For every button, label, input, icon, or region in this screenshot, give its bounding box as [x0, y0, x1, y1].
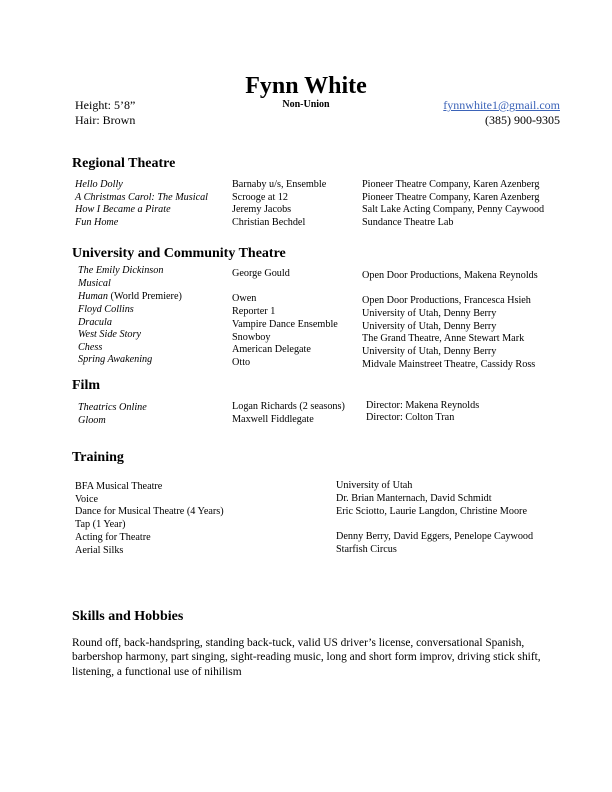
- credit-company: Salt Lake Acting Company, Penny Caywood: [362, 204, 545, 215]
- credit-company: University of Utah, Denny Berry: [362, 346, 497, 357]
- credit-role: Snowboy: [232, 332, 271, 343]
- training-instructor: Starfish Circus: [336, 544, 397, 555]
- section-heading-regional-theatre: Regional Theatre: [72, 156, 176, 171]
- credit-show: Hello Dolly: [75, 179, 123, 190]
- section-heading-skills: Skills and Hobbies: [72, 609, 184, 624]
- film-title: Gloom: [78, 415, 106, 426]
- training-instructor: University of Utah: [336, 480, 413, 491]
- training-instructor: Dr. Brian Manternach, David Schmidt: [336, 493, 492, 504]
- credit-show: How I Became a Pirate: [75, 204, 171, 215]
- credit-role: Owen: [232, 293, 257, 304]
- section-heading-film: Film: [72, 378, 100, 393]
- credit-role: Christian Bechdel: [232, 217, 306, 228]
- credit-show-title: Human: [78, 291, 108, 302]
- credit-company: Open Door Productions, Francesca Hsieh: [362, 295, 531, 306]
- hair-text: Hair: Brown: [75, 113, 136, 127]
- training-item: Aerial Silks: [75, 545, 124, 556]
- credit-show: West Side Story: [78, 329, 142, 340]
- credit-show-note: (World Premiere): [108, 291, 182, 302]
- credit-company: Open Door Productions, Makena Reynolds: [362, 270, 538, 281]
- credit-company: University of Utah, Denny Berry: [362, 321, 497, 332]
- union-status: Non-Union: [282, 99, 330, 110]
- section-heading-training: Training: [72, 450, 124, 465]
- height-text: Height: 5’8”: [75, 98, 136, 112]
- phone-text: (385) 900-9305: [485, 113, 560, 127]
- credit-show: Spring Awakening: [78, 354, 153, 365]
- credit-show: A Christmas Carol: The Musical: [75, 192, 209, 203]
- training-item: BFA Musical Theatre: [75, 481, 163, 492]
- film-director: Director: Colton Tran: [366, 412, 455, 423]
- credit-role: Barnaby u/s, Ensemble: [232, 179, 327, 190]
- training-item: Dance for Musical Theatre (4 Years): [75, 506, 224, 517]
- credit-role: George Gould: [232, 268, 290, 279]
- credit-show: Floyd Collins: [78, 304, 134, 315]
- credit-role: American Delegate: [232, 344, 311, 355]
- film-role: Logan Richards (2 seasons): [232, 401, 345, 412]
- credit-role: Reporter 1: [232, 306, 276, 317]
- credit-show: Dracula: [78, 317, 112, 328]
- training-instructor: Eric Sciotto, Laurie Langdon, Christine Moore: [336, 506, 527, 517]
- credit-company: Midvale Mainstreet Theatre, Cassidy Ross: [362, 359, 536, 370]
- training-item: Acting for Theatre: [75, 532, 151, 543]
- credit-show: The Emily Dickinson: [78, 265, 164, 276]
- credit-show-continued: Musical: [78, 278, 111, 289]
- film-director: Director: Makena Reynolds: [366, 400, 480, 411]
- credit-company: Pioneer Theatre Company, Karen Azenberg: [362, 192, 540, 203]
- credit-company: Pioneer Theatre Company, Karen Azenberg: [362, 179, 540, 190]
- email-link[interactable]: fynnwhite1@gmail.com: [443, 98, 560, 112]
- training-item: Tap (1 Year): [75, 519, 126, 530]
- training-item: Voice: [75, 494, 99, 505]
- credit-role: Otto: [232, 357, 251, 368]
- skills-text: Round off, back-handspring, standing back-tuck, valid US driver’s license, conversational Spanish, barbershop harmony, part singing, sight-reading music, long and short form improv, driving stick shift, listening, a functional use of nihilism: [72, 637, 541, 678]
- film-role: Maxwell Fiddlegate: [232, 414, 314, 425]
- credit-show: Fun Home: [75, 217, 119, 228]
- credit-company: University of Utah, Denny Berry: [362, 308, 497, 319]
- credit-role: Jeremy Jacobs: [232, 204, 292, 215]
- credit-company: The Grand Theatre, Anne Stewart Mark: [362, 333, 525, 344]
- training-instructor: Denny Berry, David Eggers, Penelope Caywood: [336, 531, 534, 542]
- credit-show: Chess: [78, 342, 103, 353]
- section-heading-university-theatre: University and Community Theatre: [72, 246, 286, 261]
- film-title: Theatrics Online: [78, 402, 147, 413]
- credit-role: Scrooge at 12: [232, 192, 289, 203]
- credit-role: Vampire Dance Ensemble: [232, 319, 338, 330]
- credit-show: [78, 291, 182, 304]
- credit-company: Sundance Theatre Lab: [362, 217, 454, 228]
- resume-name: Fynn White: [245, 73, 367, 99]
